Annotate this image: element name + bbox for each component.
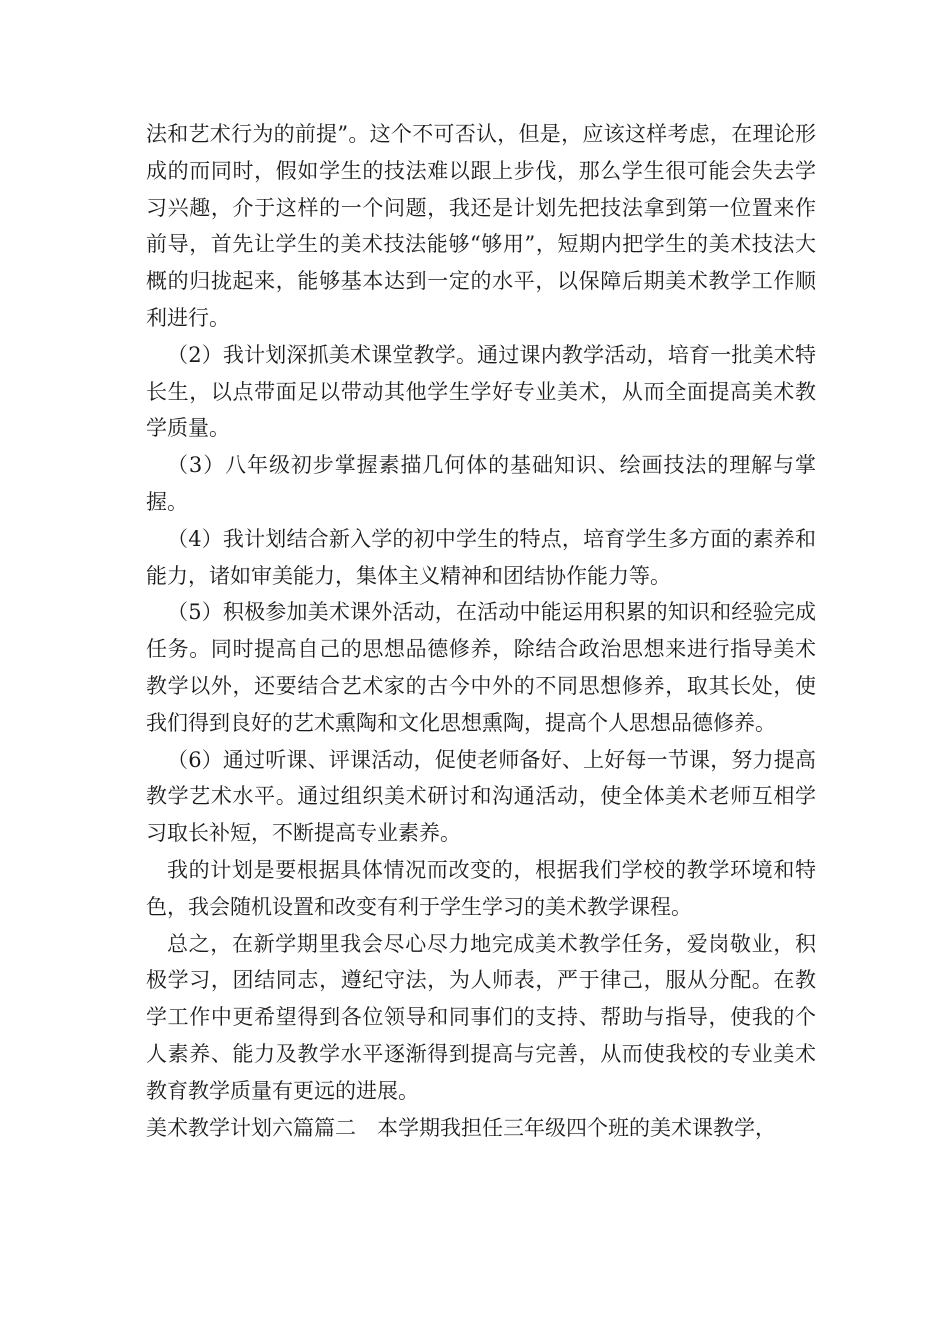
paragraph-item-3: （3）八年级初步掌握素描几何体的基础知识、绘画技法的理解与掌握。 [146, 453, 816, 514]
paragraph-item-2: （2）我计划深抓美术课堂教学。通过课内教学活动，培育一批美术特长生，以点带面足以带动其他学生学好专业美术，从而全面提高美术教学质量。 [146, 342, 816, 441]
paragraph-item-6: （6）通过听课、评课活动，促使老师备好、上好每一节课，努力提高教学艺术水平。通过组织美术研讨和沟通活动，使全体美术老师互相学习取长补短，不断提高专业素养。 [146, 747, 816, 846]
paragraph-item-5: （5）积极参加美术课外活动，在活动中能运用积累的知识和经验完成任务。同时提高自己的思想品德修养，除结合政治思想来进行指导美术教学以外，还要结合艺术家的古今中外的不同思想修养，取其长处，使我们得到良好的艺术熏陶和文化思想熏陶，提高个人思想品德修养。 [146, 600, 816, 735]
section-heading-part-two: 美术教学计划六篇篇二 本学期我担任三年级四个班的美术课教学， [146, 1115, 776, 1140]
paragraph-item-4: （4）我计划结合新入学的初中学生的特点，培育学生多方面的素养和能力，诸如审美能力，集体主义精神和团结协作能力等。 [146, 526, 816, 588]
paragraph-continuation: 法和艺术行为的前提”。这个不可否认，但是，应该这样考虑，在理论形成的而同时，假如学生的技法难以跟上步伐，那么学生很可能会失去学习兴趣，介于这样的一个问题，我还是计划先把技法拿到第一位置来作前导，首先让学生的美术技法能够“够用”，短期内把学生的美术技法大概的归拢起来，能够基本达到一定的水平，以保障后期美术教学工作顺利进行。 [146, 122, 816, 330]
document-body [146, 116, 816, 1146]
paragraph-conclusion: 总之，在新学期里我会尽心尽力地完成美术教学任务，爱岗敬业，积极学习，团结同志，遵纪守法，为人师表，严于律己，服从分配。在教学工作中更希望得到各位领导和同事们的支持、帮助与指导，使我的个人素养、能力及教学水平逐渐得到提高与完善，从而使我校的专业美术教育教学质量有更远的进展。 [146, 931, 816, 1103]
paragraph-plan-change: 我的计划是要根据具体情况而改变的，根据我们学校的教学环境和特色，我会随机设置和改变有利于学生学习的美术教学课程。 [146, 857, 816, 919]
